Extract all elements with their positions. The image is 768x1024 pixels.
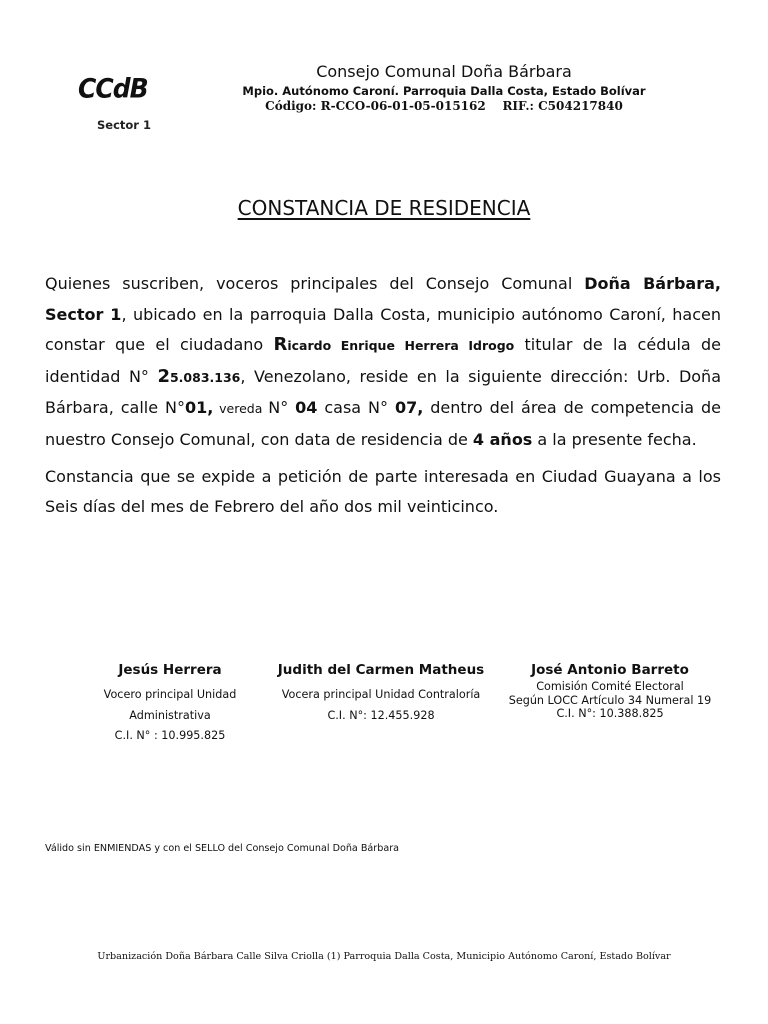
vereda-number: 04	[295, 398, 318, 417]
validity-note: Válido sin ENMIENDAS y con el SELLO del Consejo Comunal Doña Bárbara	[45, 843, 400, 854]
signatory-role: Vocero principal Unidad	[103, 688, 237, 701]
p1-text-1: Quienes suscriben, voceros principales del Consejo Comunal	[45, 274, 585, 293]
signature-block-3	[498, 662, 722, 721]
council-name: Doña Bárbara, Sector 1	[45, 274, 721, 324]
p1-text-2: , ubicado en la parroquia Dalla Costa, municipio autónomo Caroní, hacen constar que el ciudadano	[45, 304, 722, 354]
header-code-rif: Código: R-CCO-06-01-05-015162 RIF.: C504217840	[265, 99, 623, 113]
document-title: CONSTANCIA DE RESIDENCIA	[237, 196, 531, 220]
footer-address: Urbanización Doña Bárbara Calle Silva Criolla (1) Parroquia Dalla Costa, Municipio Autónomo Caroní, Estado Bolívar	[97, 951, 671, 962]
vereda-label: vereda	[213, 401, 269, 416]
signatory-role-cont: Administrativa	[129, 708, 211, 722]
header-municipality: Mpio. Autónomo Caroní. Parroquia Dalla Costa, Estado Bolívar	[242, 84, 646, 98]
body-paragraph-2: Constancia que se expide a petición de parte interesada en Ciudad Guayana a los Seis días del mes de Febrero del año dos mil veinticinco.	[45, 467, 721, 516]
residence-years: 4 años	[472, 429, 533, 449]
signatory-name: José Antonio Barreto	[531, 662, 689, 678]
logo-sector-label: Sector 1	[97, 118, 151, 132]
signatory-role: Comisión Comité Electoral	[536, 680, 684, 693]
signature-block-2	[262, 662, 500, 726]
logo-mark: CCdB	[78, 73, 148, 104]
street-number: 01,	[184, 398, 214, 417]
signature-block-1	[95, 662, 245, 747]
signatory-role-cont: Según LOCC Artículo 34 Numeral 19	[508, 693, 712, 707]
signatory-name: Judith del Carmen Matheus	[277, 662, 485, 678]
p1-text-4: , Venezolano, reside en la siguiente dirección: Urb. Doña Bárbara, calle N°	[45, 366, 721, 417]
citizen-name-rest: icardo Enrique Herrera Idrogo	[287, 338, 515, 353]
signatory-id: C.I. N°: 12.455.928	[327, 708, 435, 722]
citizen-id-first-digit: 2	[157, 365, 170, 387]
house-number: 07,	[394, 398, 424, 417]
p1-text-8: a la presente fecha.	[532, 429, 697, 449]
citizen-id-rest: 5.083.136	[169, 369, 241, 385]
p1-text-7: dentro del área de competencia de nuestro Consejo Comunal, con data de residencia de	[45, 398, 722, 449]
header-title: Consejo Comunal Doña Bárbara	[316, 62, 572, 81]
signatory-role: Vocera principal Unidad Contraloría	[281, 688, 481, 701]
body-paragraph-1	[45, 269, 721, 455]
council-logo	[78, 74, 164, 136]
p1-text-3: titular de la cédula de identidad N°	[45, 335, 722, 386]
signatory-id: C.I. N° : 10.995.825	[114, 729, 226, 742]
signatory-id: C.I. N°: 10.388.825	[556, 707, 664, 720]
p1-text-5: N°	[268, 398, 296, 417]
p1-text-6: casa N°	[317, 398, 395, 417]
citizen-name-initial: R	[273, 334, 288, 355]
signatory-name: Jesús Herrera	[118, 662, 222, 678]
